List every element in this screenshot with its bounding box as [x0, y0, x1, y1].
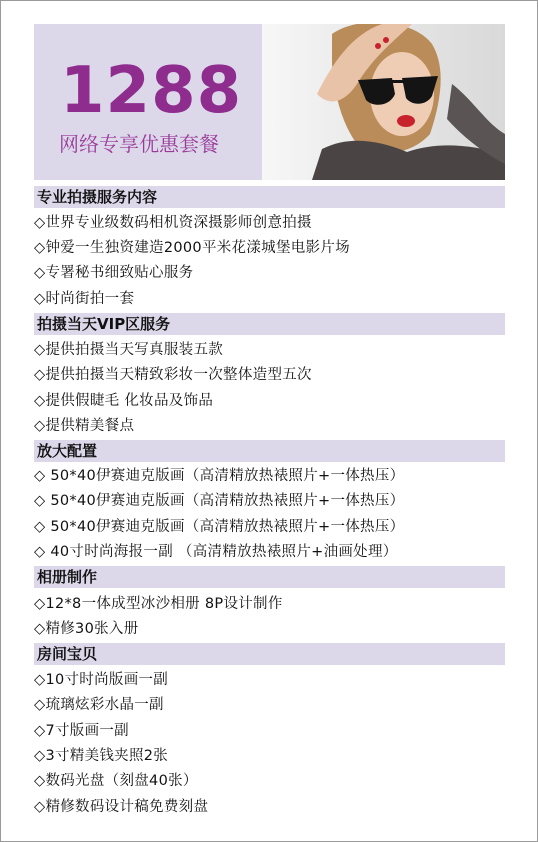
section-heading-enlargement: 放大配置	[34, 440, 505, 462]
model-illustration	[262, 24, 505, 180]
list-item: ◇精修30张入册	[34, 621, 139, 637]
list-item: ◇提供拍摄当天写真服装五款	[34, 342, 224, 358]
section-heading-album: 相册制作	[34, 566, 505, 588]
section-heading-shooting-service: 专业拍摄服务内容	[34, 186, 505, 208]
section-heading-room-gifts: 房间宝贝	[34, 643, 505, 665]
list-item: ◇钟爱一生独资建造2000平米花漾城堡电影片场	[34, 240, 350, 256]
list-item: ◇7寸版画一副	[34, 723, 129, 739]
model-photo	[262, 24, 505, 180]
list-item: ◇12*8一体成型冰沙相册 8P设计制作	[34, 596, 283, 612]
list-item: ◇提供拍摄当天精致彩妆一次整体造型五次	[34, 367, 312, 383]
list-item: ◇提供精美餐点	[34, 418, 135, 434]
list-item: ◇3寸精美钱夹照2张	[34, 748, 169, 764]
list-item: ◇琉璃炫彩水晶一副	[34, 697, 164, 713]
list-item: ◇专署秘书细致贴心服务	[34, 265, 194, 281]
package-subtitle: 网络专享优惠套餐	[59, 132, 219, 156]
list-item: ◇ 50*40伊赛迪克版画（高清精放热裱照片+一体热压）	[34, 493, 405, 509]
list-item: ◇时尚街拍一套	[34, 291, 135, 307]
section-heading-vip-service: 拍摄当天VIP区服务	[34, 313, 505, 335]
list-item: ◇ 40寸时尚海报一副 （高清精放热裱照片+油画处理）	[34, 544, 398, 560]
price-panel	[34, 24, 262, 180]
package-price: 1288	[60, 54, 243, 128]
list-item: ◇ 50*40伊赛迪克版画（高清精放热裱照片+一体热压）	[34, 519, 405, 535]
list-item: ◇10寸时尚版画一副	[34, 672, 169, 688]
list-item: ◇世界专业级数码相机资深摄影师创意拍摄	[34, 215, 312, 231]
list-item: ◇提供假睫毛 化妆品及饰品	[34, 393, 214, 409]
hero-banner	[34, 24, 505, 180]
list-item: ◇精修数码设计稿免费刻盘	[34, 799, 209, 815]
list-item: ◇ 50*40伊赛迪克版画（高清精放热裱照片+一体热压）	[34, 468, 405, 484]
list-item: ◇数码光盘（刻盘40张）	[34, 773, 198, 789]
